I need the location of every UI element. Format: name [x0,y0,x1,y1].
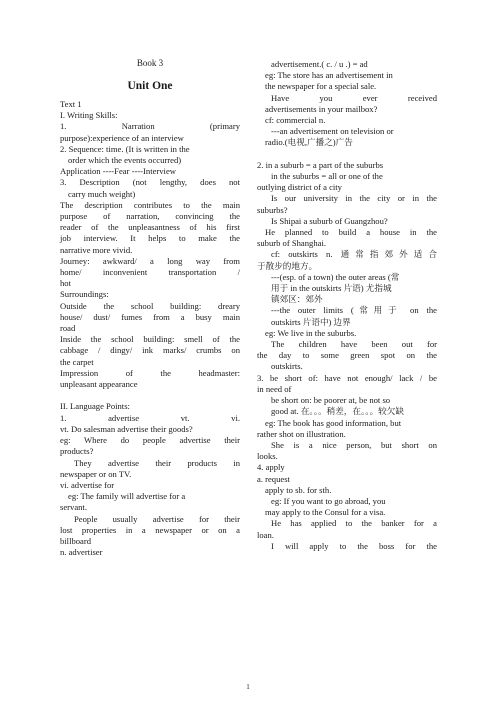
right-line: 4. apply [257,462,285,473]
right-line: ---the outer limits (常用于 on the [271,305,437,316]
right-line: the day to some green spot on the [257,350,437,361]
left-line: Inside the school building: smell of the [60,334,240,345]
left-line: home/ inconvenient transportation / [60,267,240,278]
right-line: in need of [257,383,292,394]
left-line [60,390,240,401]
left-line: job interview. It helps to make the [60,233,240,244]
right-line: Have you ever received [271,92,437,103]
left-line: vt. Do salesman advertise their goods? [60,423,193,434]
right-line: be short on: be poorer at, be not so [271,395,391,406]
right-line: outskirts 片语中) 边界 [271,316,351,327]
unit-title: Unit One [127,80,173,92]
left-line: purpose):experience of an interview [60,132,184,143]
right-line: 用于 in the outskirts 片语) 尤指城 [271,283,392,294]
right-line: may apply to the Consul for a visa. [265,507,386,518]
right-line [257,149,437,160]
left-line: They advertise their products in [74,457,240,468]
right-line: cf: outskirts n. 通常指郊外适合 [271,249,437,260]
left-line: Impression of the headmaster: [60,367,240,378]
left-line: servant. [60,502,87,513]
left-line: Outside the school building: dreary [60,300,240,311]
page-number: 1 [246,683,250,691]
left-line: II. Language Points: [60,401,130,412]
right-line: ---(esp. of a town) the outer areas (常 [271,271,400,282]
right-line: outskirts. [271,361,303,372]
right-line: radio.(电视,广播之)广告 [265,137,353,148]
right-line: the newspaper for a special sale. [265,81,377,92]
book-heading: Book 3 [136,58,164,68]
right-line: eg: If you want to go abroad, you [271,495,386,506]
right-line: rather shot on illustration. [257,428,346,439]
left-line: billboard [60,535,92,546]
right-line: looks. [257,451,278,462]
left-line: the carpet [60,356,94,367]
right-line: Is our university in the city or in the [271,193,437,204]
left-line: n. advertiser [60,547,103,558]
left-line: house/ dust/ fumes from a busy main [60,311,240,322]
left-line: People usually advertise for their [74,513,240,524]
right-line: advertisement.( c. / u .) = ad [271,59,368,69]
right-line: 镇郊区：郊外 [271,294,323,305]
right-line: eg: The book has good information, but [265,417,402,428]
right-line: He planned to build a house in the [265,227,437,238]
right-line: suburbs? [257,204,288,215]
left-line: order which the events occurred) [68,155,182,166]
left-line: purpose of narration, convincing the [60,211,240,222]
left-line: The description contributes to the main [60,199,240,210]
left-line: I. Writing Skills: [60,110,118,121]
left-line: road [60,323,76,334]
left-line: 3. Description (not lengthy, does not [60,177,240,188]
right-line: eg: The store has an advertisement in [265,70,393,81]
left-line: Application ----Fear ----Interview [60,166,176,177]
left-line: reader of the unpleasantness of his first [60,222,240,233]
right-line: outlying district of a city [257,182,342,193]
left-line: newspaper or on TV. [60,468,132,479]
right-line: apply to sb. for sth. [265,484,332,495]
right-line: eg: We live in the suburbs. [265,327,357,338]
left-line: cabbage / dingy/ ink marks/ crumbs on [60,345,240,356]
left-line: hot [60,278,71,289]
right-line: advertisements in your mailbox? [265,103,378,114]
left-line: eg: Where do people advertise their [60,435,240,446]
left-line: Text 1 [60,99,82,109]
left-column [60,99,240,558]
left-line: eg: The family will advertise for a [68,491,186,502]
right-line: 于散步的地方。 [257,260,318,271]
right-line: in the suburbs = all or one of the [271,171,383,182]
right-line: ---an advertisement on television or [271,126,394,137]
right-line: 3. be short of: have not enough/ lack / be [257,372,437,383]
right-line: Is Shipai a suburb of Guangzhou? [271,215,388,226]
right-line: suburb of Shanghai. [257,238,326,249]
right-line: She is a nice person, but short on [271,439,437,450]
left-line: Surroundings: [60,289,109,300]
left-line: products? [60,446,94,457]
right-line: He has applied to the banker for a [271,518,437,529]
left-line: narrative more vivid. [60,244,133,255]
right-line: The children have been out for [271,339,437,350]
right-line: loan. [257,529,274,540]
left-line: 1. Narration (primary [60,121,240,132]
right-column [257,59,437,552]
left-line: vi. advertise for [60,479,115,490]
right-line: I will apply to the boss for the [271,540,437,551]
right-line: 2. in a suburb = a part of the suburbs [257,159,384,170]
left-line: lost properties in a newspaper or on a [60,524,240,535]
left-line: unpleasant appearance [60,379,138,390]
left-line: 1. advertise vt. vi. [60,412,240,423]
right-line: good at. 在。。。稍差，在。。。较欠缺 [271,406,404,417]
left-line: carry much weight) [68,188,136,199]
left-line: 2. Sequence: time. (It is written in the [60,143,190,154]
left-line: Journey: awkward/ a long way from [60,255,240,266]
right-line: a. request [257,473,290,484]
right-line: cf: commercial n. [265,115,326,126]
